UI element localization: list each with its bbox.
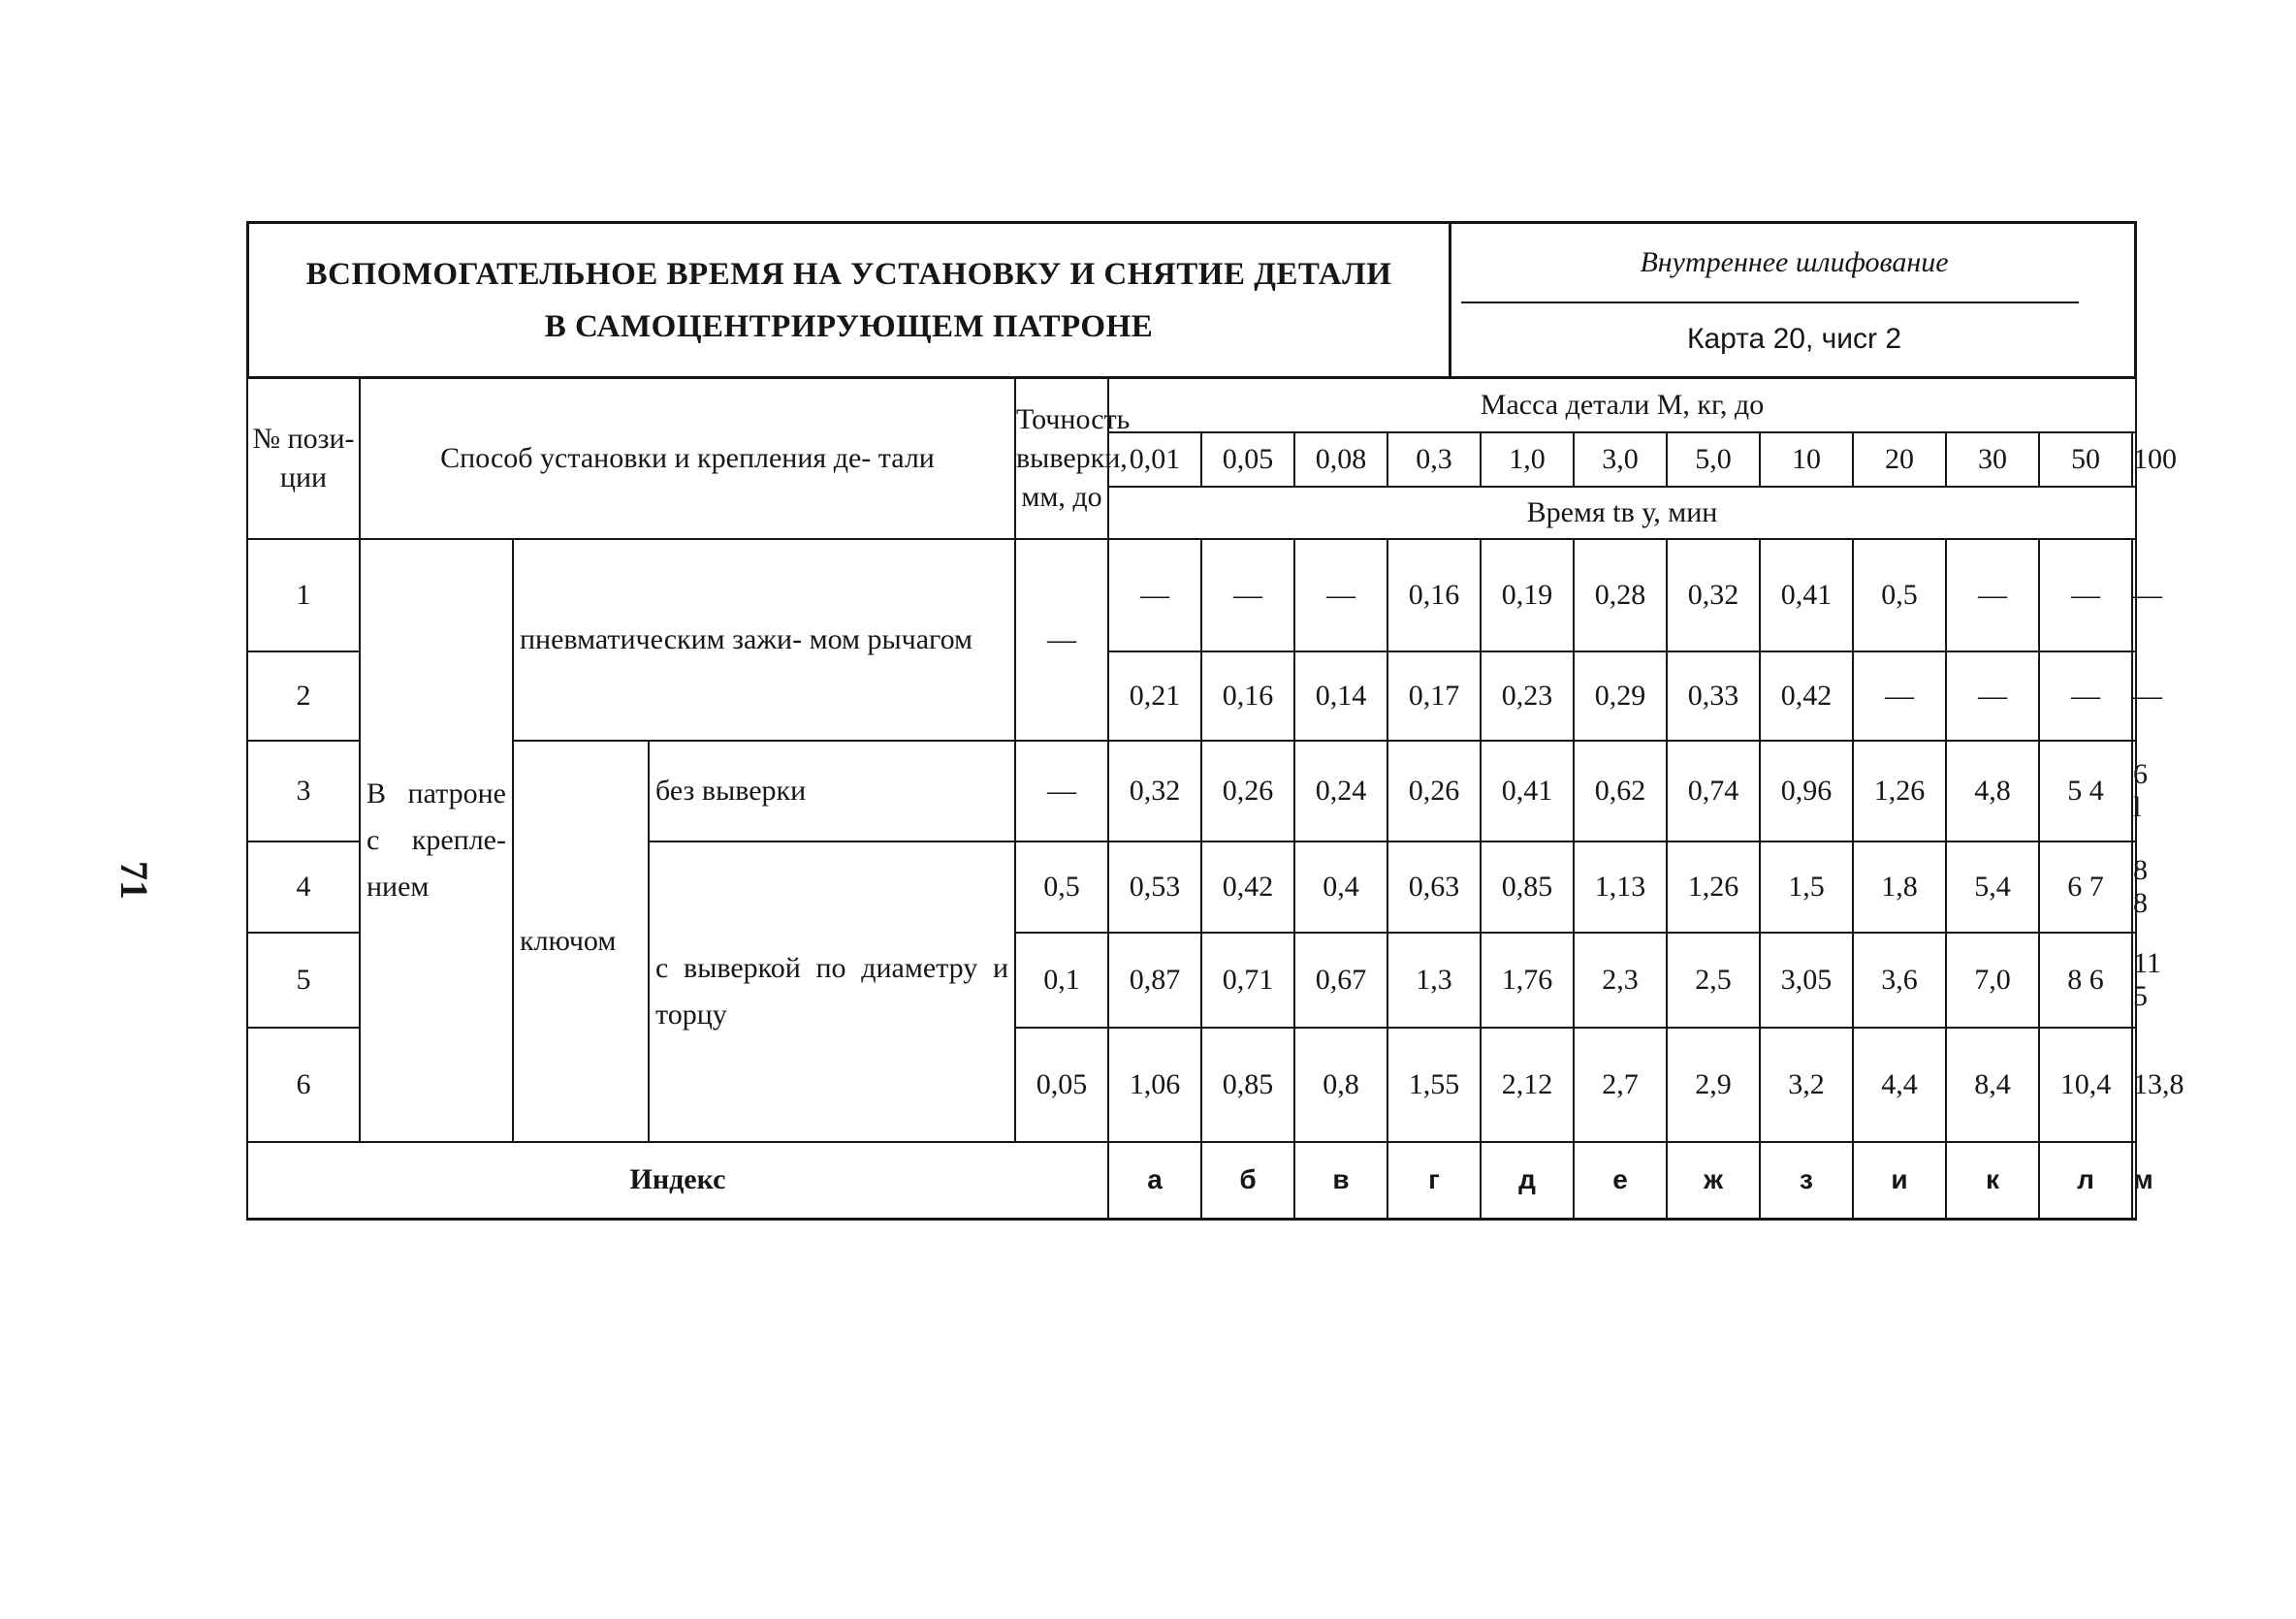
time-cell: 2,7 [1574,1028,1667,1142]
time-cell: 2,5 [1667,933,1760,1028]
header-method: Способ установки и крепления де- тали [360,378,1015,539]
time-cell: — [1853,651,1946,741]
time-cell: 7,0 [1946,933,2039,1028]
time-cell: 3,6 [1853,933,1946,1028]
page-number: 71 [112,861,156,900]
index-row [247,1142,2136,1220]
time-cell: 0,42 [1760,651,1853,741]
time-cell: — [1108,539,1201,651]
mass-col-header: 0,05 [1201,432,1294,487]
time-cell: 5,4 [1946,841,2039,933]
time-cell: 0,32 [1108,741,1201,841]
index-letter: к [1946,1142,2039,1220]
position-no: 4 [247,841,360,933]
time-cell: 0,14 [1294,651,1387,741]
card-number: Карта 20, чиcr 2 [1686,323,1902,355]
group-chuck: В патроне с крепле- нием [360,539,513,1142]
accuracy-value: — [1015,539,1108,741]
card-title [249,224,1451,376]
index-letter: д [1481,1142,1574,1220]
card-title-line-1: ВСПОМОГАТЕЛЬНОЕ ВРЕМЯ НА УСТАНОВКУ И СНЯТИЕ ДЕТАЛИ [305,256,1392,292]
group-key: ключом [513,741,649,1142]
section-name: Внутреннее шлифование [1640,246,1949,278]
time-cell: 1,55 [1387,1028,1481,1142]
mass-col-header: 100 [2132,432,2136,487]
time-cell: 0,85 [1481,841,1574,933]
time-cell: 0,87 [1108,933,1201,1028]
mass-col-header: 50 [2039,432,2132,487]
position-no: 5 [247,933,360,1028]
mass-col-header: 0,3 [1387,432,1481,487]
header-position-no: № пози- ции [247,378,360,539]
group-with-alignment: с выверкой по диаметру и торцу [649,841,1015,1142]
time-cell: 0,62 [1574,741,1667,841]
index-letter: г [1387,1142,1481,1220]
time-cell: 0,67 [1294,933,1387,1028]
index-letter: и [1853,1142,1946,1220]
time-cell: 0,71 [1201,933,1294,1028]
index-letter: б [1201,1142,1294,1220]
time-cell: 6 7 [2039,841,2132,933]
index-letter: з [1760,1142,1853,1220]
time-cell: 2,9 [1667,1028,1760,1142]
card-header [246,221,2137,376]
mass-col-header: 0,08 [1294,432,1387,487]
time-cell: 0,32 [1667,539,1760,651]
time-cell: 0,42 [1201,841,1294,933]
time-cell: 0,16 [1387,539,1481,651]
time-cell: 0,29 [1574,651,1667,741]
time-cell: 1,76 [1481,933,1574,1028]
time-cell: 4,8 [1946,741,2039,841]
time-cell: 0,17 [1387,651,1481,741]
time-cell: 1,26 [1667,841,1760,933]
accuracy-value: 0,1 [1015,933,1108,1028]
time-cell: 0,74 [1667,741,1760,841]
accuracy-value: 0,5 [1015,841,1108,933]
time-cell: 1,26 [1853,741,1946,841]
time-cell: — [2132,651,2136,741]
time-cell: 1,13 [1574,841,1667,933]
time-cell: — [2132,539,2136,651]
time-cell: — [1294,539,1387,651]
time-cell: 0,5 [1853,539,1946,651]
norms-table [246,376,2184,1221]
position-no: 1 [247,539,360,651]
time-cell: 3,2 [1760,1028,1853,1142]
table-row [247,741,2136,841]
group-no-alignment: без выверки [649,741,1015,841]
accuracy-value: 0,05 [1015,1028,1108,1142]
index-letter: ж [1667,1142,1760,1220]
time-cell: 0,19 [1481,539,1574,651]
time-cell: 8 6 [2039,933,2132,1028]
index-letter: в [1294,1142,1387,1220]
time-cell: 0,85 [1201,1028,1294,1142]
mass-col-header: 5,0 [1667,432,1760,487]
mass-col-header: 1,0 [1481,432,1574,487]
time-cell: — [1201,539,1294,651]
mass-col-header: 10 [1760,432,1853,487]
time-cell: 11 5 [2132,933,2136,1028]
time-cell: — [2039,539,2132,651]
time-cell: 2,3 [1574,933,1667,1028]
time-cell: 0,23 [1481,651,1574,741]
time-cell: 0,4 [1294,841,1387,933]
time-cell: 1,5 [1760,841,1853,933]
time-cell: 8 8 [2132,841,2136,933]
time-cell: 0,26 [1201,741,1294,841]
time-cell: 0,41 [1760,539,1853,651]
time-cell: 3,05 [1760,933,1853,1028]
time-cell: 1,06 [1108,1028,1201,1142]
time-cell: 0,21 [1108,651,1201,741]
position-no: 6 [247,1028,360,1142]
mass-col-header: 0,01 [1108,432,1201,487]
time-cell: — [1946,651,2039,741]
time-cell: 2,12 [1481,1028,1574,1142]
position-no: 2 [247,651,360,741]
time-cell: 4,4 [1853,1028,1946,1142]
position-no: 3 [247,741,360,841]
table-row [247,539,2136,651]
time-cell: 0,63 [1387,841,1481,933]
time-cell: 0,26 [1387,741,1481,841]
card-title-line-2: В САМОЦЕНТРИРУЮЩЕМ ПАТРОНЕ [544,308,1154,344]
time-cell: 0,41 [1481,741,1574,841]
header-row-mass [247,378,2136,432]
time-cell: 5 4 [2039,741,2132,841]
time-cell: 0,33 [1667,651,1760,741]
time-cell: — [2039,651,2132,741]
time-cell: 0,8 [1294,1028,1387,1142]
index-letter: а [1108,1142,1201,1220]
index-label: Индекс [247,1142,1108,1220]
time-cell: 10,4 [2039,1028,2132,1142]
index-letter: л [2039,1142,2132,1220]
time-cell: 0,16 [1201,651,1294,741]
accuracy-value: — [1015,741,1108,841]
group-pneumatic: пневматическим зажи- мом рычагом [513,539,1015,741]
mass-col-header: 30 [1946,432,2039,487]
header-time: Время tв у, мин [1108,487,2136,539]
time-cell: 0,28 [1574,539,1667,651]
time-cell: 13,8 [2132,1028,2136,1142]
mass-col-header: 20 [1853,432,1946,487]
time-cell: 8,4 [1946,1028,2039,1142]
mass-col-header: 3,0 [1574,432,1667,487]
time-cell: — [1946,539,2039,651]
time-cell: 1,3 [1387,933,1481,1028]
header-mass: Масса детали М, кг, до [1108,378,2136,432]
card-meta [1451,224,2137,376]
time-cell: 1,8 [1853,841,1946,933]
index-letter: е [1574,1142,1667,1220]
header-accuracy: Точность выверки, мм, до [1015,378,1108,539]
time-cell: 0,24 [1294,741,1387,841]
time-cell: 6 l [2132,741,2136,841]
time-cell: 0,53 [1108,841,1201,933]
index-letter: м [2132,1142,2136,1220]
time-cell: 0,96 [1760,741,1853,841]
